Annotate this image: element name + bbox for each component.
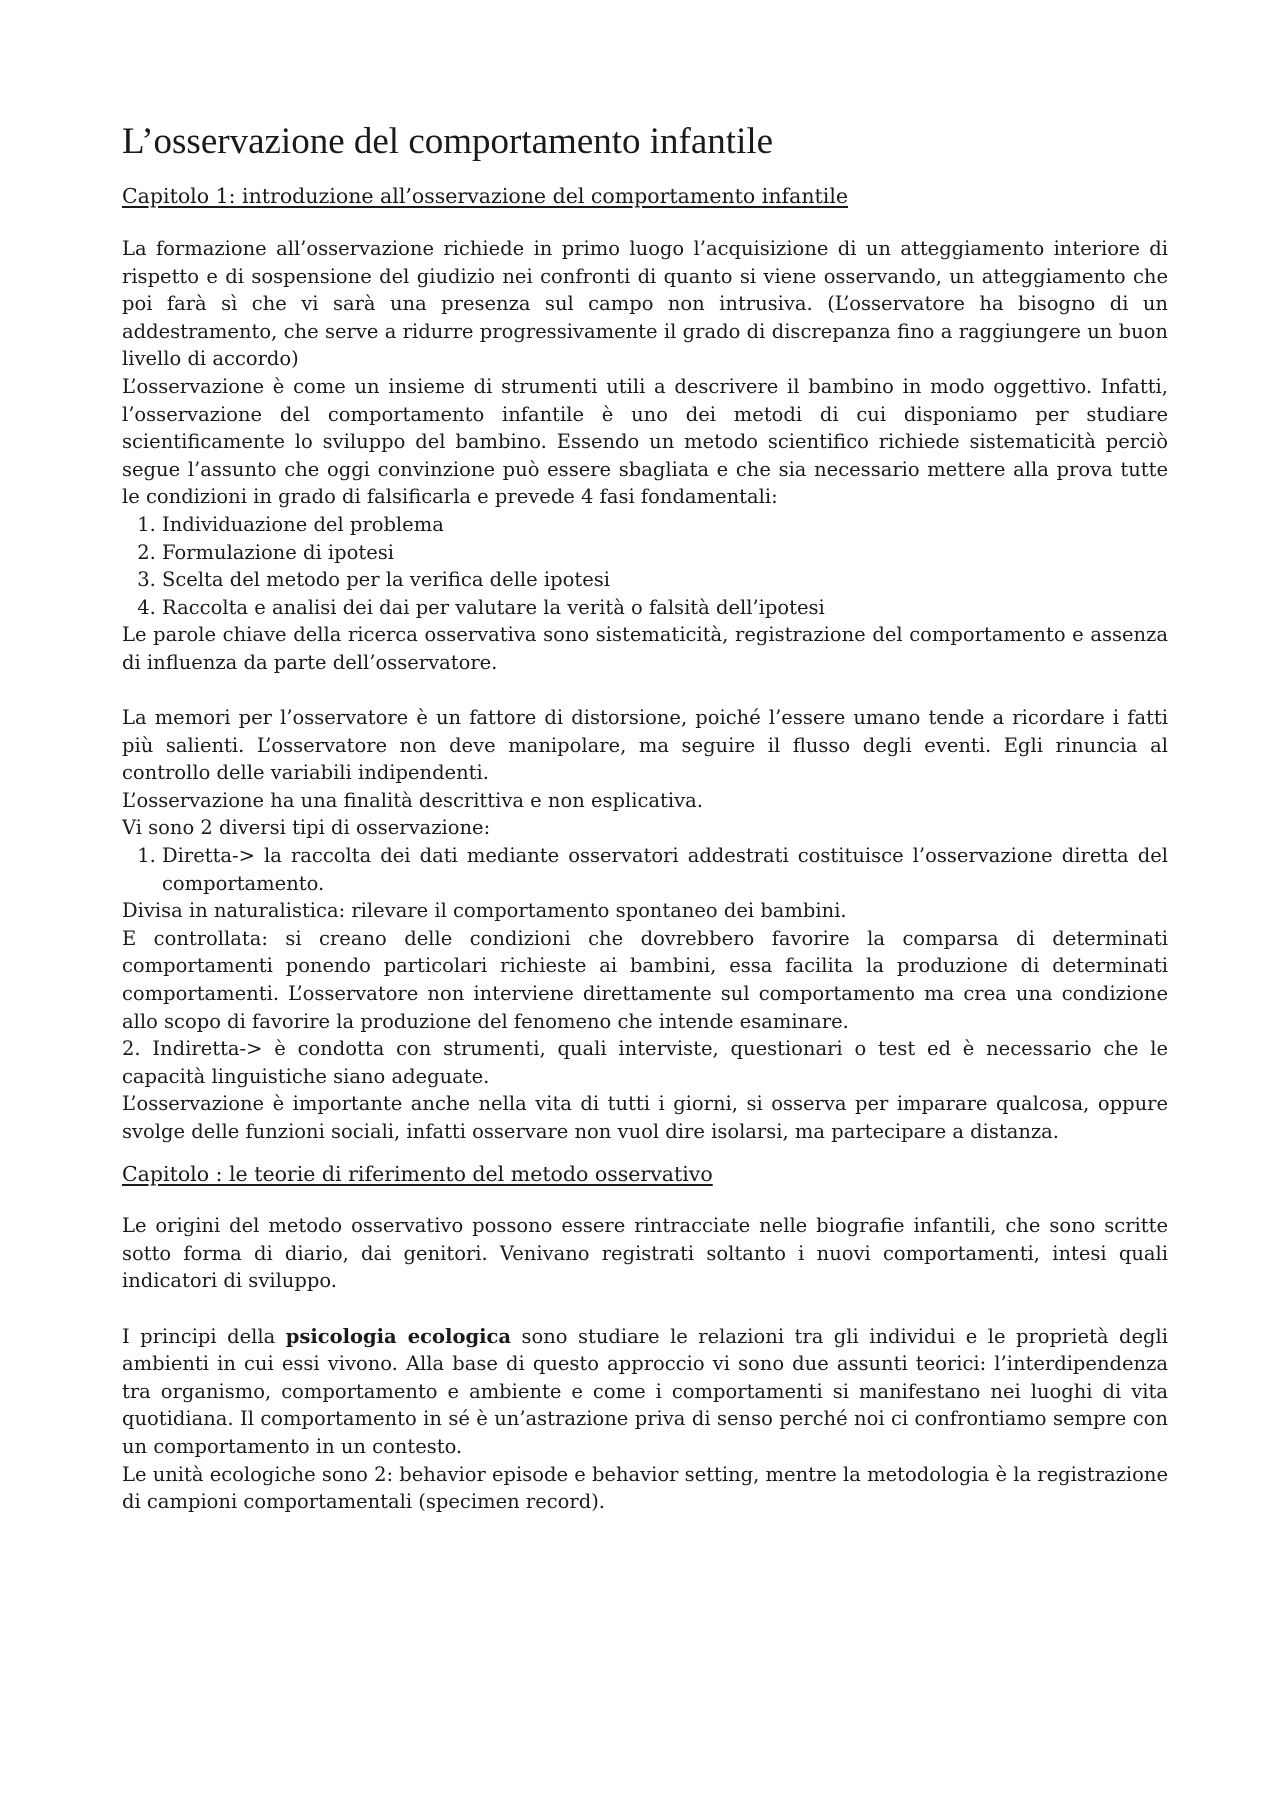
- paragraph: L’osservazione è importante anche nella vita di tutti i giorni, si osserva per imparare qualcosa, oppure svolge delle funzioni sociali, infatti osservare non vuol dire isolarsi, ma partecipare a distanza.: [122, 1092, 1168, 1143]
- text-span: I principi della: [122, 1324, 286, 1348]
- document-title: L’osservazione del comportamento infantile: [122, 121, 774, 162]
- paragraph: Le parole chiave della ricerca osservativa sono sistematicità, registrazione del comportamento e assenza di influenza da parte dell’osservatore.: [122, 623, 1168, 674]
- paragraph: L’osservazione è come un insieme di strumenti utili a descrivere il bambino in modo oggettivo. Infatti, l’osservazione del comportamento infantile è uno dei metodi di cui disponiamo per studiare scientificamente lo sviluppo del bambino. Essendo un metodo scientifico richiede sistematicità perciò segue l’assunto che oggi convinzione può essere sbagliata e che sia necessario mettere alla prova tutte le condizioni in grado di falsificarla e prevede 4 fasi fondamentali:: [122, 374, 1168, 509]
- list-item: 4. Raccolta e analisi dei dai per valutare la verità o falsità dell’ipotesi: [162, 594, 1168, 622]
- paragraph: La formazione all’osservazione richiede in primo luogo l’acquisizione di un atteggiamento interiore di rispetto e di sospensione del giudizio nei confronti di quanto si viene osservando, un atteggiamento che poi farà sì che vi sarà una presenza sul campo non intrusiva. (L’osservatore ha bisogno di un addestramento, che serve a ridurre progressivamente il grado di discrepanza fino a raggiungere un buon livello di accordo): [122, 236, 1168, 371]
- paragraph: [122, 1323, 1168, 1461]
- paragraph: 2. Indiretta-> è condotta con strumenti, quali interviste, questionari o test ed è necessario che le capacità linguistiche siano adeguate.: [122, 1037, 1168, 1088]
- chapter-1-heading: Capitolo 1: introduzione all’osservazione del comportamento infantile: [122, 184, 849, 209]
- text-span: sono studiare le relazioni tra gli individui e le proprietà degli ambienti in cui essi vivono. Alla base di questo approccio vi sono due assunti teorici: l’interdipendenza tra organismo, comportamento e ambiente e come i comportamenti si manifestano nei luoghi di vita quotidiana. Il comportamento in sé è un’astrazione priva di senso perché noi ci confrontiamo sempre con un comportamento in un contesto.: [122, 1324, 1168, 1458]
- paragraph: E controllata: si creano delle condizioni che dovrebbero favorire la comparsa di determinati comportamenti ponendo particolari richieste ai bambini, essa facilita la produzione di determinati comportamenti. L’osservatore non interviene direttamente sul comportamento ma crea una condizione allo scopo di favorire la produzione del fenomeno che intende esaminare.: [122, 926, 1168, 1033]
- paragraph: La memori per l’osservatore è un fattore di distorsione, poiché l’essere umano tende a ricordare i fatti più salienti. L’osservatore non deve manipolare, ma seguire il flusso degli eventi. Egli rinuncia al controllo delle variabili indipendenti.: [122, 706, 1168, 785]
- bold-term: psicologia ecologica: [285, 1324, 512, 1348]
- chapter-1-body: [122, 235, 1168, 1146]
- chapter-2-body: [122, 1212, 1168, 1516]
- paragraph: Le origini del metodo osservativo possono essere rintracciate nelle biografie infantili, che sono scritte sotto forma di diario, dai genitori. Venivano registrati soltanto i nuovi comportamenti, intesi quali indicatori di sviluppo.: [122, 1214, 1168, 1293]
- list-item: 3. Scelta del metodo per la verifica delle ipotesi: [162, 566, 1168, 594]
- paragraph: L’osservazione ha una finalità descrittiva e non esplicativa.: [122, 788, 703, 812]
- observation-types-list: [122, 842, 1168, 897]
- document-page: [122, 120, 1168, 1516]
- list-item: 1. Individuazione del problema: [162, 511, 1168, 539]
- list-item: 2. Formulazione di ipotesi: [162, 539, 1168, 567]
- phases-list: [122, 511, 1168, 621]
- paragraph: Divisa in naturalistica: rilevare il comportamento spontaneo dei bambini.: [122, 899, 847, 923]
- list-item: 1. Diretta-> la raccolta dei dati mediante osservatori addestrati costituisce l’osservazione diretta del comportamento.: [162, 842, 1168, 897]
- paragraph: Le unità ecologiche sono 2: behavior episode e behavior setting, mentre la metodologia è la registrazione di campioni comportamentali (specimen record).: [122, 1462, 1168, 1514]
- paragraph: Vi sono 2 diversi tipi di osservazione:: [122, 816, 491, 840]
- chapter-2-heading: Capitolo : le teorie di riferimento del metodo osservativo: [122, 1161, 713, 1186]
